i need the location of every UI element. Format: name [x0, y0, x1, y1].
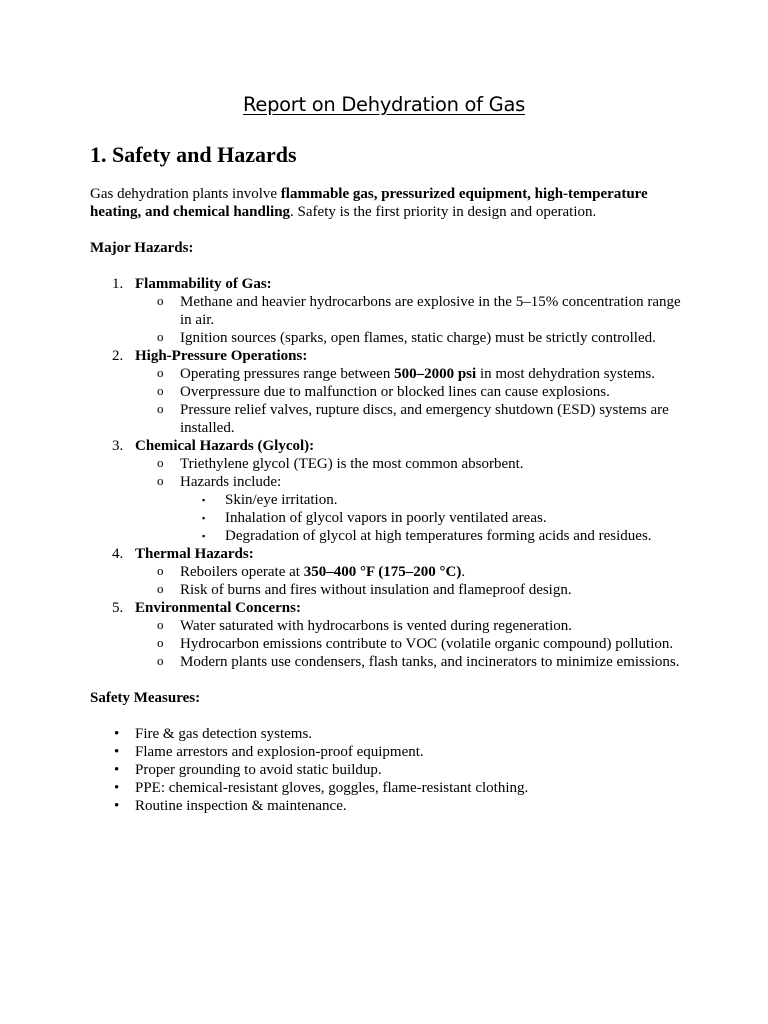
- square-bullet-icon: ▪: [202, 531, 206, 541]
- intro-bold-text: flammable gas, pressurized equipment, high-temperature heating, and chemical handling: [90, 186, 648, 220]
- document-title: Report on Dehydration of Gas: [243, 93, 525, 116]
- square-bullet-icon: ▪: [202, 513, 206, 523]
- intro-text: Gas dehydration plants involve: [90, 186, 281, 202]
- hazard-detail: [135, 617, 690, 635]
- circle-bullet-icon: o: [157, 473, 164, 488]
- detail-text: Water saturated with hydrocarbons is vented during regeneration.: [180, 618, 572, 634]
- hazard-detail: [135, 293, 690, 329]
- hazard-detail: [135, 563, 690, 581]
- hazard-detail: [135, 581, 690, 599]
- hazard-details: [135, 365, 690, 437]
- detail-text: Risk of burns and fires without insulation and flameproof design.: [180, 582, 572, 598]
- detail-text-end: in most dehydration systems.: [476, 366, 655, 382]
- measure-text: Routine inspection & maintenance.: [135, 798, 347, 814]
- bullet-icon: •: [114, 726, 120, 742]
- hazard-details: [135, 617, 690, 671]
- safety-measure-item: [90, 725, 690, 743]
- hazard-number: 4.: [112, 546, 124, 562]
- measure-text: Flame arrestors and explosion-proof equipment.: [135, 744, 424, 760]
- hazard-title: Thermal Hazards:: [135, 546, 254, 562]
- hazard-detail: [135, 653, 690, 671]
- hazard-number: 5.: [112, 600, 124, 616]
- detail-text: Overpressure due to malfunction or blocked lines can cause explosions.: [180, 384, 610, 400]
- hazard-detail: [135, 365, 690, 383]
- detail-bold-text: 350–400 °F (175–200 °C): [303, 564, 462, 580]
- safety-measure-item: [90, 743, 690, 761]
- square-bullet-icon: ▪: [202, 495, 206, 505]
- measure-text: Proper grounding to avoid static buildup.: [135, 762, 382, 778]
- circle-bullet-icon: o: [157, 635, 164, 650]
- detail-text: Operating pressures range between: [180, 366, 395, 382]
- hazard-title: High-Pressure Operations:: [135, 348, 308, 364]
- safety-measure-item: [90, 797, 690, 815]
- hazard-title: Environmental Concerns:: [135, 600, 301, 616]
- hazard-details: [135, 455, 690, 545]
- hazard-detail: [135, 473, 690, 545]
- detail-text: Modern plants use condensers, flash tanks, and incinerators to minimize emissions.: [180, 654, 680, 670]
- detail-bold-text: 500–2000 psi: [394, 366, 477, 382]
- circle-bullet-icon: o: [157, 455, 164, 470]
- hazard-item: [90, 599, 690, 671]
- hazard-subdetail: [180, 491, 690, 509]
- circle-bullet-icon: o: [157, 365, 164, 380]
- hazard-subdetail: [180, 527, 690, 545]
- circle-bullet-icon: o: [157, 401, 164, 416]
- detail-text: Triethylene glycol (TEG) is the most common absorbent.: [180, 456, 524, 472]
- bullet-icon: •: [114, 798, 120, 814]
- hazard-detail: [135, 329, 690, 347]
- document-body: [90, 141, 690, 815]
- measure-text: Fire & gas detection systems.: [135, 726, 313, 742]
- intro-paragraph: [90, 185, 690, 221]
- circle-bullet-icon: o: [157, 329, 164, 344]
- hazard-subdetails: [180, 491, 690, 545]
- hazard-detail: [135, 455, 690, 473]
- bullet-icon: •: [114, 744, 120, 760]
- hazard-detail: [135, 635, 690, 653]
- section-heading: 1. Safety and Hazards: [90, 142, 297, 167]
- hazard-detail: [135, 401, 690, 437]
- detail-text: Hydrocarbon emissions contribute to VOC (volatile organic compound) pollution.: [180, 636, 674, 652]
- intro-text-end: . Safety is the first priority in design and operation.: [290, 204, 597, 220]
- circle-bullet-icon: o: [157, 653, 164, 668]
- circle-bullet-icon: o: [157, 581, 164, 596]
- safety-measures-heading: Safety Measures:: [90, 690, 201, 706]
- circle-bullet-icon: o: [157, 617, 164, 632]
- hazard-title: Chemical Hazards (Glycol):: [135, 438, 315, 454]
- hazards-list: [90, 275, 690, 671]
- detail-text: Hazards include:: [180, 474, 282, 490]
- bullet-icon: •: [114, 762, 120, 778]
- circle-bullet-icon: o: [157, 293, 164, 308]
- subdetail-text: Skin/eye irritation.: [225, 492, 338, 508]
- safety-measure-item: [90, 779, 690, 797]
- safety-measures-list: [90, 725, 690, 815]
- detail-text: Pressure relief valves, rupture discs, and emergency shutdown (ESD) systems are installed.: [180, 402, 669, 436]
- detail-text: Reboilers operate at: [180, 564, 304, 580]
- hazard-item: [90, 347, 690, 437]
- hazard-number: 2.: [112, 348, 124, 364]
- hazard-number: 1.: [112, 276, 124, 292]
- safety-measure-item: [90, 761, 690, 779]
- circle-bullet-icon: o: [157, 383, 164, 398]
- bullet-icon: •: [114, 780, 120, 796]
- major-hazards-heading: Major Hazards:: [90, 240, 194, 256]
- detail-text: Methane and heavier hydrocarbons are explosive in the 5–15% concentration range in air.: [180, 294, 681, 328]
- hazard-details: [135, 293, 690, 347]
- hazard-title: Flammability of Gas:: [135, 276, 272, 292]
- measure-text: PPE: chemical-resistant gloves, goggles, flame-resistant clothing.: [135, 780, 529, 796]
- hazard-detail: [135, 383, 690, 401]
- hazard-item: [90, 275, 690, 347]
- circle-bullet-icon: o: [157, 563, 164, 578]
- hazard-details: [135, 563, 690, 599]
- subdetail-text: Degradation of glycol at high temperatures forming acids and residues.: [225, 528, 652, 544]
- hazard-item: [90, 437, 690, 545]
- hazard-item: [90, 545, 690, 599]
- detail-text-end: .: [461, 564, 466, 580]
- hazard-subdetail: [180, 509, 690, 527]
- detail-text: Ignition sources (sparks, open flames, static charge) must be strictly controlled.: [180, 330, 656, 346]
- hazard-number: 3.: [112, 438, 124, 454]
- subdetail-text: Inhalation of glycol vapors in poorly ventilated areas.: [225, 510, 547, 526]
